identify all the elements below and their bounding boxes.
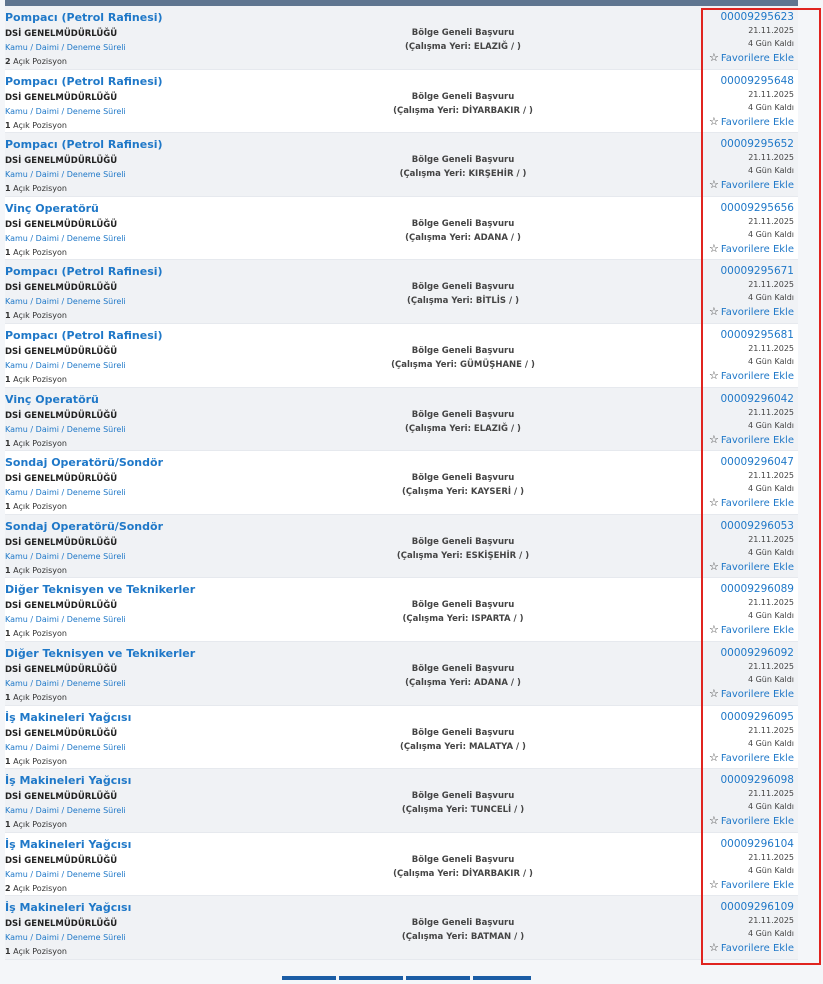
listing-row [5, 642, 798, 706]
open-positions-count: 1 [5, 756, 11, 766]
work-location: (Çalışma Yeri: ELAZIĞ / ) [405, 42, 521, 52]
pager-button[interactable] [473, 976, 531, 980]
job-title-link[interactable]: İş Makineleri Yağcısı [5, 774, 132, 788]
star-outline-icon: ☆ [709, 559, 719, 573]
organization-name: DSİ GENELMÜDÜRLÜĞÜ [5, 92, 118, 103]
application-scope: Bölge Geneli Başvuru [411, 409, 515, 420]
open-positions [5, 57, 67, 66]
add-to-favorites-link[interactable] [684, 686, 794, 702]
listing-row [5, 133, 798, 197]
open-positions-label: Açık Pozisyon [13, 120, 67, 130]
star-outline-icon: ☆ [709, 814, 719, 828]
open-positions-count: 1 [5, 947, 11, 957]
listing-date: 21.11.2025 [748, 343, 794, 353]
work-location: (Çalışma Yeri: ISPARTA / ) [402, 614, 524, 625]
job-title-link[interactable]: Pompacı (Petrol Rafinesi) [5, 328, 163, 342]
application-scope: Bölge Geneli Başvuru [411, 918, 515, 929]
listing-row [5, 578, 798, 642]
days-remaining: 4 Gün Kaldı [747, 293, 794, 303]
open-positions-label: Açık Pozisyon [13, 311, 67, 321]
listing-date: 21.11.2025 [748, 153, 794, 163]
open-positions [5, 375, 67, 384]
open-positions-label: Açık Pozisyon [13, 57, 67, 66]
open-positions-label: Açık Pozisyon [13, 947, 67, 957]
application-info [357, 535, 569, 563]
employment-type: Kamu / Daimi / Deneme Süreli [5, 869, 126, 879]
open-positions [5, 757, 67, 766]
listing-row [5, 451, 798, 515]
open-positions-count: 1 [5, 692, 11, 702]
application-info [357, 90, 569, 118]
star-outline-icon: ☆ [709, 623, 719, 637]
listing-row [5, 896, 798, 960]
organization-name: DSİ GENELMÜDÜRLÜĞÜ [5, 410, 118, 421]
listing-number-link[interactable]: 00009295681 [720, 328, 794, 341]
application-info [357, 217, 569, 245]
open-positions-count: 1 [5, 438, 11, 448]
days-remaining: 4 Gün Kaldı [747, 674, 794, 684]
days-remaining: 4 Gün Kaldı [747, 865, 794, 875]
days-remaining: 4 Gün Kaldı [747, 802, 794, 812]
organization-name: DSİ GENELMÜDÜRLÜĞÜ [5, 474, 118, 485]
open-positions [5, 248, 67, 257]
application-scope: Bölge Geneli Başvuru [411, 536, 515, 547]
organization-name: DSİ GENELMÜDÜRLÜĞÜ [5, 792, 118, 803]
add-to-favorites-link[interactable] [684, 177, 794, 193]
work-location: (Çalışma Yeri: KAYSERİ / ) [402, 487, 524, 498]
open-positions-label: Açık Pozisyon [13, 438, 67, 448]
listing-meta [684, 328, 794, 384]
listing-meta [684, 74, 794, 130]
add-to-favorites-link[interactable] [684, 368, 794, 384]
add-to-favorites-link[interactable] [684, 50, 794, 66]
open-positions-label: Açık Pozisyon [13, 629, 67, 639]
add-to-favorites-label: Favorilere Ekle [720, 943, 794, 955]
job-listing-list [5, 6, 798, 960]
listing-date: 21.11.2025 [748, 598, 794, 608]
listing-date: 21.11.2025 [748, 725, 794, 735]
star-outline-icon: ☆ [709, 368, 719, 382]
listing-meta [684, 837, 794, 893]
add-to-favorites-link[interactable] [684, 114, 794, 130]
add-to-favorites-link[interactable] [684, 940, 794, 956]
listing-date: 21.11.2025 [748, 216, 794, 226]
work-location: (Çalışma Yeri: ESKİŞEHİR / ) [396, 550, 530, 561]
work-location: (Çalışma Yeri: GÜMÜŞHANE / ) [391, 359, 535, 370]
add-to-favorites-link[interactable] [684, 495, 794, 511]
open-positions-label: Açık Pozisyon [13, 184, 67, 194]
listing-meta [684, 137, 794, 193]
listing-row [5, 260, 798, 324]
star-outline-icon: ☆ [709, 178, 719, 192]
listing-row [5, 706, 798, 770]
listing-meta [684, 455, 794, 511]
open-positions [5, 693, 67, 702]
application-info [357, 726, 569, 754]
employment-type: Kamu / Daimi / Deneme Süreli [5, 360, 126, 370]
organization-name: DSİ GENELMÜDÜRLÜĞÜ [5, 664, 118, 675]
open-positions-label: Açık Pozisyon [13, 883, 67, 893]
listing-date: 21.11.2025 [748, 26, 794, 35]
add-to-favorites-link[interactable] [684, 304, 794, 320]
listing-meta [684, 582, 794, 638]
days-remaining: 4 Gün Kaldı [747, 229, 794, 239]
listing-number-link[interactable]: 00009295648 [720, 74, 794, 87]
application-info [357, 853, 569, 881]
work-location: (Çalışma Yeri: BİTLİS / ) [407, 296, 519, 307]
application-scope: Bölge Geneli Başvuru [411, 473, 515, 484]
listing-row [5, 197, 798, 261]
listing-meta [684, 773, 794, 829]
application-info [357, 598, 569, 626]
open-positions-label: Açık Pozisyon [13, 247, 67, 257]
job-title-link[interactable]: Pompacı (Petrol Rafinesi) [5, 74, 163, 88]
open-positions-count: 2 [5, 57, 11, 66]
employment-type: Kamu / Daimi / Deneme Süreli [5, 933, 126, 943]
star-outline-icon: ☆ [709, 750, 719, 764]
listing-meta [684, 392, 794, 448]
add-to-favorites-label: Favorilere Ekle [720, 53, 794, 64]
application-info [357, 153, 569, 181]
organization-name: DSİ GENELMÜDÜRLÜĞÜ [5, 219, 118, 230]
star-outline-icon: ☆ [709, 877, 719, 891]
application-scope: Bölge Geneli Başvuru [411, 91, 515, 102]
work-location: (Çalışma Yeri: DİYARBAKIR / ) [393, 105, 533, 116]
add-to-favorites-label: Favorilere Ekle [720, 180, 794, 192]
add-to-favorites-label: Favorilere Ekle [720, 816, 794, 828]
add-to-favorites-label: Favorilere Ekle [720, 307, 794, 319]
application-info [357, 344, 569, 372]
star-outline-icon: ☆ [709, 51, 719, 64]
listing-number-link[interactable]: 00009295652 [720, 138, 794, 151]
days-remaining: 4 Gün Kaldı [747, 166, 794, 176]
organization-name: DSİ GENELMÜDÜRLÜĞÜ [5, 601, 118, 612]
open-positions [5, 311, 67, 320]
application-scope: Bölge Geneli Başvuru [411, 218, 515, 229]
days-remaining: 4 Gün Kaldı [747, 356, 794, 366]
listing-date: 21.11.2025 [748, 789, 794, 799]
days-remaining: 4 Gün Kaldı [747, 738, 794, 748]
job-title-link[interactable]: Pompacı (Petrol Rafinesi) [5, 11, 163, 24]
listing-meta [684, 201, 794, 257]
listing-number-link[interactable]: 00009296042 [720, 392, 794, 405]
open-positions [5, 947, 67, 956]
listing-number-link[interactable]: 00009295656 [720, 201, 794, 214]
open-positions-label: Açık Pozisyon [13, 374, 67, 384]
organization-name: DSİ GENELMÜDÜRLÜĞÜ [5, 919, 118, 930]
add-to-favorites-label: Favorilere Ekle [720, 116, 794, 128]
job-title-link[interactable]: Vinç Operatörü [5, 392, 99, 406]
application-scope: Bölge Geneli Başvuru [411, 28, 515, 38]
listing-row [5, 833, 798, 897]
listing-number-link[interactable]: 00009296098 [720, 774, 794, 787]
listing-meta [684, 710, 794, 766]
listing-meta [684, 646, 794, 702]
open-positions-label: Açık Pozisyon [13, 692, 67, 702]
open-positions-count: 1 [5, 502, 11, 512]
job-title-link[interactable]: İş Makineleri Yağcısı [5, 901, 132, 915]
employment-type: Kamu / Daimi / Deneme Süreli [5, 43, 126, 52]
work-location: (Çalışma Yeri: ADANA / ) [405, 232, 521, 243]
listing-number-link[interactable]: 00009296095 [720, 710, 794, 723]
pagination [282, 965, 534, 969]
add-to-favorites-label: Favorilere Ekle [720, 625, 794, 637]
listing-date: 21.11.2025 [748, 471, 794, 481]
employment-type: Kamu / Daimi / Deneme Süreli [5, 297, 126, 307]
listing-row [5, 6, 798, 70]
listing-row [5, 388, 798, 452]
open-positions-count: 1 [5, 565, 11, 575]
application-scope: Bölge Geneli Başvuru [411, 663, 515, 674]
listing-number-link[interactable]: 00009295671 [720, 265, 794, 278]
work-location: (Çalışma Yeri: DİYARBAKIR / ) [393, 868, 533, 879]
add-to-favorites-link[interactable] [684, 432, 794, 448]
listing-date: 21.11.2025 [748, 407, 794, 417]
listing-date: 21.11.2025 [748, 89, 794, 99]
add-to-favorites-label: Favorilere Ekle [720, 243, 794, 255]
listing-number-link[interactable]: 00009296053 [720, 519, 794, 532]
work-location: (Çalışma Yeri: KIRŞEHİR / ) [399, 169, 527, 180]
application-scope: Bölge Geneli Başvuru [411, 791, 515, 802]
open-positions-count: 1 [5, 247, 11, 257]
application-scope: Bölge Geneli Başvuru [411, 282, 515, 293]
listing-number-link[interactable]: 00009296089 [720, 583, 794, 596]
listing-row [5, 70, 798, 134]
employment-type: Kamu / Daimi / Deneme Süreli [5, 742, 126, 752]
organization-name: DSİ GENELMÜDÜRLÜĞÜ [5, 156, 118, 167]
listing-row [5, 769, 798, 833]
job-title-link[interactable]: Pompacı (Petrol Rafinesi) [5, 138, 163, 152]
open-positions [5, 566, 67, 575]
application-scope: Bölge Geneli Başvuru [411, 155, 515, 166]
application-scope: Bölge Geneli Başvuru [411, 727, 515, 738]
star-outline-icon: ☆ [709, 114, 719, 128]
listing-number-link[interactable]: 00009296092 [720, 646, 794, 659]
add-to-favorites-label: Favorilere Ekle [720, 752, 794, 764]
open-positions [5, 820, 67, 829]
employment-type: Kamu / Daimi / Deneme Süreli [5, 551, 126, 561]
listing-row [5, 515, 798, 579]
organization-name: DSİ GENELMÜDÜRLÜĞÜ [5, 29, 118, 39]
listing-number-link[interactable]: 00009296104 [720, 837, 794, 850]
listing-meta [684, 10, 794, 66]
listing-number-link[interactable]: 00009296109 [720, 901, 794, 914]
open-positions-label: Açık Pozisyon [13, 820, 67, 830]
add-to-favorites-label: Favorilere Ekle [720, 434, 794, 446]
days-remaining: 4 Gün Kaldı [747, 39, 794, 48]
open-positions [5, 121, 67, 130]
listing-meta [684, 264, 794, 320]
work-location: (Çalışma Yeri: MALATYA / ) [400, 741, 526, 752]
open-positions-count: 1 [5, 120, 11, 130]
open-positions-label: Açık Pozisyon [13, 502, 67, 512]
star-outline-icon: ☆ [709, 241, 719, 255]
days-remaining: 4 Gün Kaldı [747, 484, 794, 494]
open-positions-count: 1 [5, 311, 11, 321]
application-scope: Bölge Geneli Başvuru [411, 345, 515, 356]
job-title-link[interactable]: Sondaj Operatörü/Sondör [5, 519, 163, 533]
open-positions-label: Açık Pozisyon [13, 565, 67, 575]
open-positions [5, 502, 67, 511]
listing-number-link[interactable]: 00009296047 [720, 456, 794, 469]
listing-row [5, 324, 798, 388]
work-location: (Çalışma Yeri: TUNCELİ / ) [401, 805, 525, 816]
application-info [357, 26, 569, 54]
work-location: (Çalışma Yeri: ELAZIĞ / ) [405, 423, 521, 434]
application-info [357, 280, 569, 308]
open-positions-count: 1 [5, 374, 11, 384]
star-outline-icon: ☆ [709, 496, 719, 510]
employment-type: Kamu / Daimi / Deneme Süreli [5, 806, 126, 816]
days-remaining: 4 Gün Kaldı [747, 611, 794, 621]
add-to-favorites-link[interactable] [684, 813, 794, 829]
open-positions-count: 2 [5, 883, 11, 893]
application-info [357, 408, 569, 436]
add-to-favorites-label: Favorilere Ekle [720, 688, 794, 700]
add-to-favorites-link[interactable] [684, 750, 794, 766]
star-outline-icon: ☆ [709, 686, 719, 700]
days-remaining: 4 Gün Kaldı [747, 929, 794, 939]
organization-name: DSİ GENELMÜDÜRLÜĞÜ [5, 537, 118, 548]
open-positions-count: 1 [5, 629, 11, 639]
open-positions [5, 629, 67, 638]
job-title-link[interactable]: İş Makineleri Yağcısı [5, 710, 132, 724]
add-to-favorites-label: Favorilere Ekle [720, 879, 794, 891]
job-title-link[interactable]: Diğer Teknisyen ve Teknikerler [5, 583, 196, 597]
add-to-favorites-link[interactable] [684, 559, 794, 575]
employment-type: Kamu / Daimi / Deneme Süreli [5, 106, 126, 116]
open-positions [5, 884, 67, 893]
listing-date: 21.11.2025 [748, 916, 794, 926]
application-scope: Bölge Geneli Başvuru [411, 854, 515, 865]
application-info [357, 789, 569, 817]
add-to-favorites-link[interactable] [684, 241, 794, 257]
add-to-favorites-label: Favorilere Ekle [720, 561, 794, 573]
application-scope: Bölge Geneli Başvuru [411, 600, 515, 611]
listing-date: 21.11.2025 [748, 852, 794, 862]
add-to-favorites-link[interactable] [684, 622, 794, 638]
employment-type: Kamu / Daimi / Deneme Süreli [5, 170, 126, 180]
job-title-link[interactable]: Diğer Teknisyen ve Teknikerler [5, 646, 196, 660]
star-outline-icon: ☆ [709, 305, 719, 319]
listing-date: 21.11.2025 [748, 661, 794, 671]
job-title-link[interactable]: Sondaj Operatörü/Sondör [5, 456, 163, 470]
star-outline-icon: ☆ [709, 432, 719, 446]
job-title-link[interactable]: Pompacı (Petrol Rafinesi) [5, 265, 163, 279]
job-title-link[interactable]: İş Makineleri Yağcısı [5, 837, 132, 851]
open-positions-label: Açık Pozisyon [13, 756, 67, 766]
listing-number-link[interactable]: 00009295623 [720, 11, 794, 23]
employment-type: Kamu / Daimi / Deneme Süreli [5, 488, 126, 498]
listing-meta [684, 900, 794, 956]
days-remaining: 4 Gün Kaldı [747, 102, 794, 112]
add-to-favorites-label: Favorilere Ekle [720, 498, 794, 510]
employment-type: Kamu / Daimi / Deneme Süreli [5, 233, 126, 243]
application-info [357, 662, 569, 690]
work-location: (Çalışma Yeri: BATMAN / ) [401, 932, 525, 943]
open-positions [5, 439, 67, 448]
open-positions-count: 1 [5, 184, 11, 194]
pager-button[interactable] [339, 976, 403, 980]
organization-name: DSİ GENELMÜDÜRLÜĞÜ [5, 346, 118, 357]
application-info [357, 471, 569, 499]
employment-type: Kamu / Daimi / Deneme Süreli [5, 615, 126, 625]
open-positions-count: 1 [5, 820, 11, 830]
listing-date: 21.11.2025 [748, 534, 794, 544]
pager-button[interactable] [406, 976, 470, 980]
organization-name: DSİ GENELMÜDÜRLÜĞÜ [5, 855, 118, 866]
employment-type: Kamu / Daimi / Deneme Süreli [5, 424, 126, 434]
organization-name: DSİ GENELMÜDÜRLÜĞÜ [5, 283, 118, 294]
days-remaining: 4 Gün Kaldı [747, 420, 794, 430]
days-remaining: 4 Gün Kaldı [747, 547, 794, 557]
add-to-favorites-link[interactable] [684, 877, 794, 893]
listing-meta [684, 519, 794, 575]
star-outline-icon: ☆ [709, 941, 719, 955]
work-location: (Çalışma Yeri: ADANA / ) [405, 677, 521, 688]
application-info [357, 916, 569, 944]
add-to-favorites-label: Favorilere Ekle [720, 370, 794, 382]
listing-date: 21.11.2025 [748, 280, 794, 290]
open-positions [5, 184, 67, 193]
organization-name: DSİ GENELMÜDÜRLÜĞÜ [5, 728, 118, 739]
job-title-link[interactable]: Vinç Operatörü [5, 201, 99, 215]
pager-button[interactable] [282, 976, 336, 980]
employment-type: Kamu / Daimi / Deneme Süreli [5, 678, 126, 688]
